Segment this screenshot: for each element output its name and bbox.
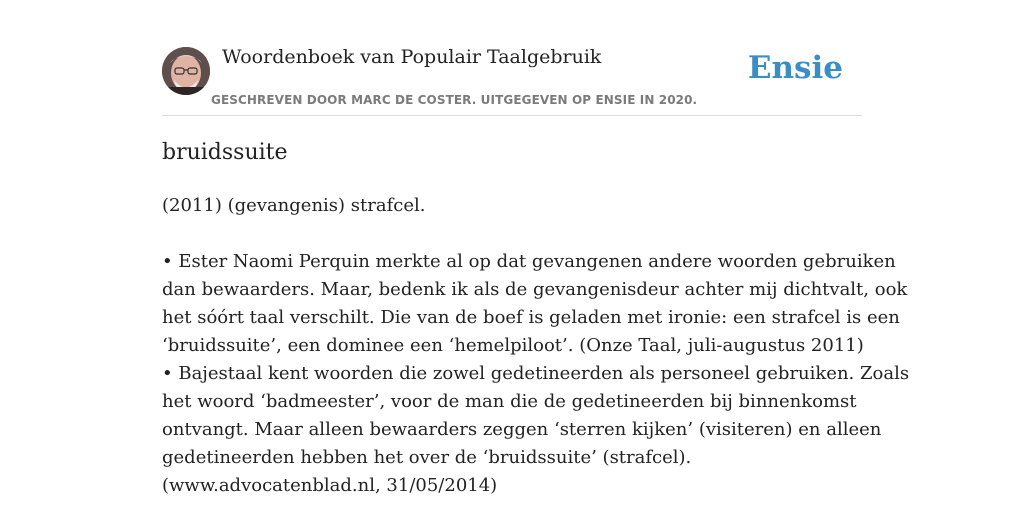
entry-body	[162, 192, 910, 500]
quote-line: het woord ‘badmeester’, voor de man die de gedetineerden bij binnenkomst	[162, 391, 857, 412]
author-avatar[interactable]	[162, 47, 210, 95]
quote-line: dan bewaarders. Maar, bedenk ik als de gevangenisdeur achter mij dichtvalt, ook	[162, 279, 908, 300]
quote-line: het sóórt taal verschilt. Die van de boef is geladen met ironie: een strafcel is een	[162, 307, 900, 328]
quote-line: • Bajestaal kent woorden die zowel gedetineerden als personeel gebruiken. Zoals	[162, 363, 910, 384]
quote-line: gedetineerden hebben het over de ‘bruidssuite’ (strafcel).	[162, 447, 692, 468]
headword: bruidssuite	[162, 140, 288, 165]
quote-line: • Ester Naomi Perquin merkte al op dat gevangenen andere woorden gebruiken	[162, 251, 896, 272]
book-title[interactable]: Woordenboek van Populair Taalgebruik	[222, 46, 602, 68]
ensie-logo[interactable]: Ensie	[747, 50, 843, 86]
header-divider	[162, 115, 862, 116]
spacer	[162, 220, 882, 248]
quote-source: (www.advocatenblad.nl, 31/05/2014)	[162, 475, 498, 496]
definition: (2011) (gevangenis) strafcel.	[162, 195, 426, 216]
author-portrait-icon	[162, 47, 210, 95]
quote-line: ‘bruidssuite’, een dominee een ‘hemelpiloot’. (Onze Taal, juli-augustus 2011)	[162, 335, 864, 356]
byline: GESCHREVEN DOOR MARC DE COSTER. UITGEGEVEN OP ENSIE IN 2020.	[211, 93, 698, 107]
quote-line: ontvangt. Maar alleen bewaarders zeggen ‘sterren kijken’ (visiteren) en alleen	[162, 419, 882, 440]
